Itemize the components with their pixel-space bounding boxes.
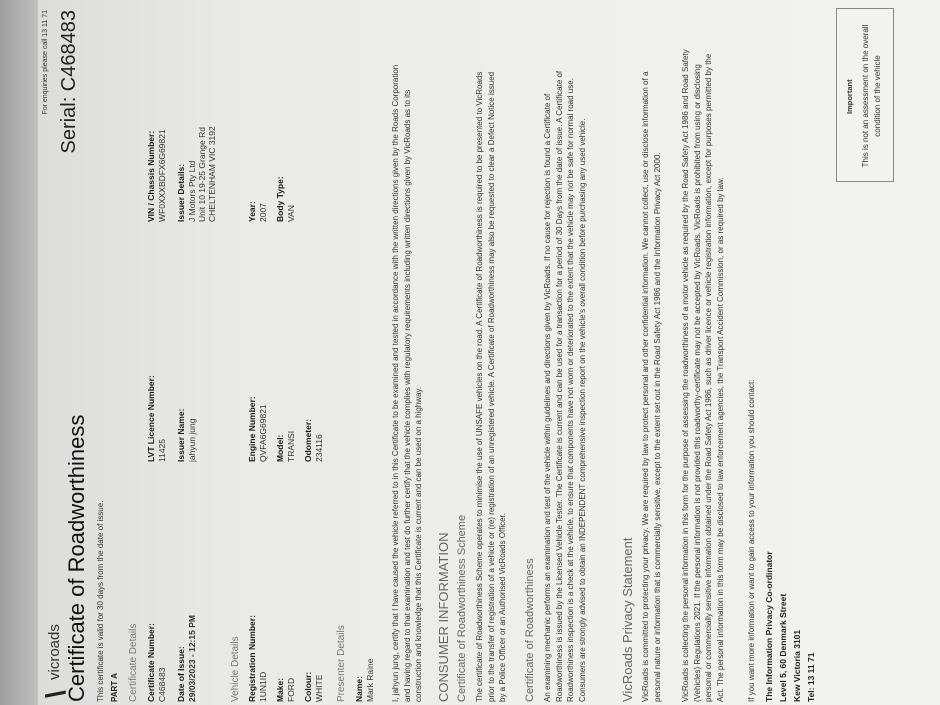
consumer-information-heading: CONSUMER INFORMATION [436,532,451,702]
body-type-label: Body Type: [275,176,285,222]
issuer-details-label: Issuer Details: [176,163,186,222]
date-value: 29/03/2023 - 12:15 PM [187,615,197,702]
important-heading: Important [845,79,854,114]
part-label: PART A [110,673,119,702]
vin-label: VIN / Chassis Number: [146,130,156,222]
issuer-name-label: Issuer Name: [176,408,186,462]
scheme-heading: Certificate of Roadworthiness Scheme [456,514,468,702]
year-value: 2007 [258,203,268,222]
issuer-line-2: Unit 10 19-25 Grange Rd [197,127,207,222]
odometer-value: 234116 [314,434,324,462]
engine-label: Engine Number: [247,396,257,462]
scheme-text: The certificate of Roadworthiness Scheme operates to minimise the use of UNSAFE vehicles on the road. A Certificate of Roadworthiness is required to be presented to VicRoads prior to the transfer of registration of a vehicle or (re) registration of an unregistered vehicle. A Certificate of Roadworthiness may also be requested to clear a Defect Notice issued by a Police Officer or an Authorised VicRoads Officer. [475,71,507,702]
serial-number: Serial: C468483 [58,10,80,154]
registration-value: 1UN1ID [258,671,268,702]
validity-note: This certificate is valid for 30 days from the date of issue. [96,500,105,702]
presenter-name-label: Name: [354,676,364,702]
cert-number-label: Certificate Number: [146,623,156,702]
vicroads-logo [40,578,71,698]
make-value: FORD [286,677,296,702]
issuer-line-1: J Motors Pty Ltd [187,160,197,222]
model-value: TRANSI [286,430,296,462]
contact-line-2: Level 5, 60 Denmark Street [778,593,788,702]
issuer-name-value: jahyun jung [187,418,197,462]
contact-line-3: Kew Victoria 3101 [792,629,802,702]
presenter-name-value: Mark Raine [365,658,375,702]
lvt-value: 11425 [157,438,167,462]
page-title: Certificate of Roadworthiness [64,414,89,702]
date-label: Date of Issue: [176,646,186,702]
contact-line-1: The Information Privacy Co-ordinator [764,551,774,702]
privacy-text-2: VicRoads is collecting the personal information in this form for the purpose of assessing the roadworthiness of a motor vehicle as required by the Road Safety Act 1986 and Road Safety (Vehicles) Regulations 2021. If the personal information is not provided this roadworthy-certificate may not be accepted by VicRoads. VicRoads is prohibited from using or disclosing personal or commercially sensitive information obtained under the Road Safety Act 1986, such as driver licence or vehicle registration information, except for purposes permitted by the Act. The personal information in this form may be disclosed to law enforcement agencies, the Transport Accident Commission, or as required by law. [681,49,725,702]
colour-value: WHITE [314,674,324,702]
odometer-label: Odometer: [303,419,313,462]
roadworthiness-certificate [40,2,900,702]
vicroads-logo-icon: \ [40,692,71,698]
year-label: Year: [247,201,257,222]
privacy-text-3: If you want more information or want to gain access to your information you should contact: [747,379,756,702]
cert-number-value: C468483 [157,667,167,702]
privacy-heading: VicRoads Privacy Statement [620,537,635,702]
engine-value: QVFA6G69821 [258,404,268,462]
declaration-text: I, jahyun jung, certify that I have caused the vehicle referred to in this Certificate to be examined and tested in accordance with the written directions given by the Roads Corporation and having regard to that examination and test do further certify that the vehicle complies with regulatory requirements including written directions given by VicRoads as to its construction and knowledge that this Certificate is current and can be used on a highway. [391,64,423,702]
vicroads-logo-text: vicroads [46,624,63,680]
vehicle-details-heading: Vehicle Details [230,636,241,702]
lvt-label: LVT Licence Number: [146,375,156,462]
model-label: Model: [275,434,285,462]
certificate-details-heading: Certificate Details [128,623,139,702]
make-label: Make: [275,677,285,702]
cert-roadworthiness-heading: Certificate of Roadworthiness [524,558,536,702]
presenter-details-heading: Presenter Details [336,625,347,702]
contact-line-4: Tel: 13 11 71 [806,652,816,702]
vin-value: WF0XXXBDFX6G69821 [157,129,167,222]
privacy-text-1: VicRoads is committed to protecting your privacy. We are required by law to protect personal and other confidential information. We cannot collect, use or disclose information of a personal nature or information that is commercially sensitive, except to the extent set out in the Road Safety Act 1986 and the Information Privacy Act 2000. [641,71,662,702]
registration-label: Registration Number: [247,615,257,702]
body-type-value: VAN [286,205,296,222]
cert-roadworthiness-text: An examining mechanic performs an examination and test of the vehicle within guidelines and directions given by VicRoads. If no cause for rejection is found a Certificate of Roadworthiness is issued by the Licensed Vehicle Tester. The Certificate is current and can be used for a transaction for a period of 30 Days from the date of issue. A Certificate of Roadworthiness inspection is a check at the vehicle, to ensure that components have not worn or deteriorated to the extent that the vehicle may not be safe for normal road use. Consumers are strongly advised to obtain an INDEPENDENT comprehensive inspection report on the vehicle's overall condition before purchasing any used vehicle. [543,70,587,702]
enquiry-line: For enquiries please call 13 11 71 [42,10,49,115]
issuer-line-3: CHELTENHAM VIC 3192 [207,126,217,222]
colour-label: Colour: [303,671,313,702]
important-text: This is not an assessment on the overall condition of the vehicle [861,24,882,168]
